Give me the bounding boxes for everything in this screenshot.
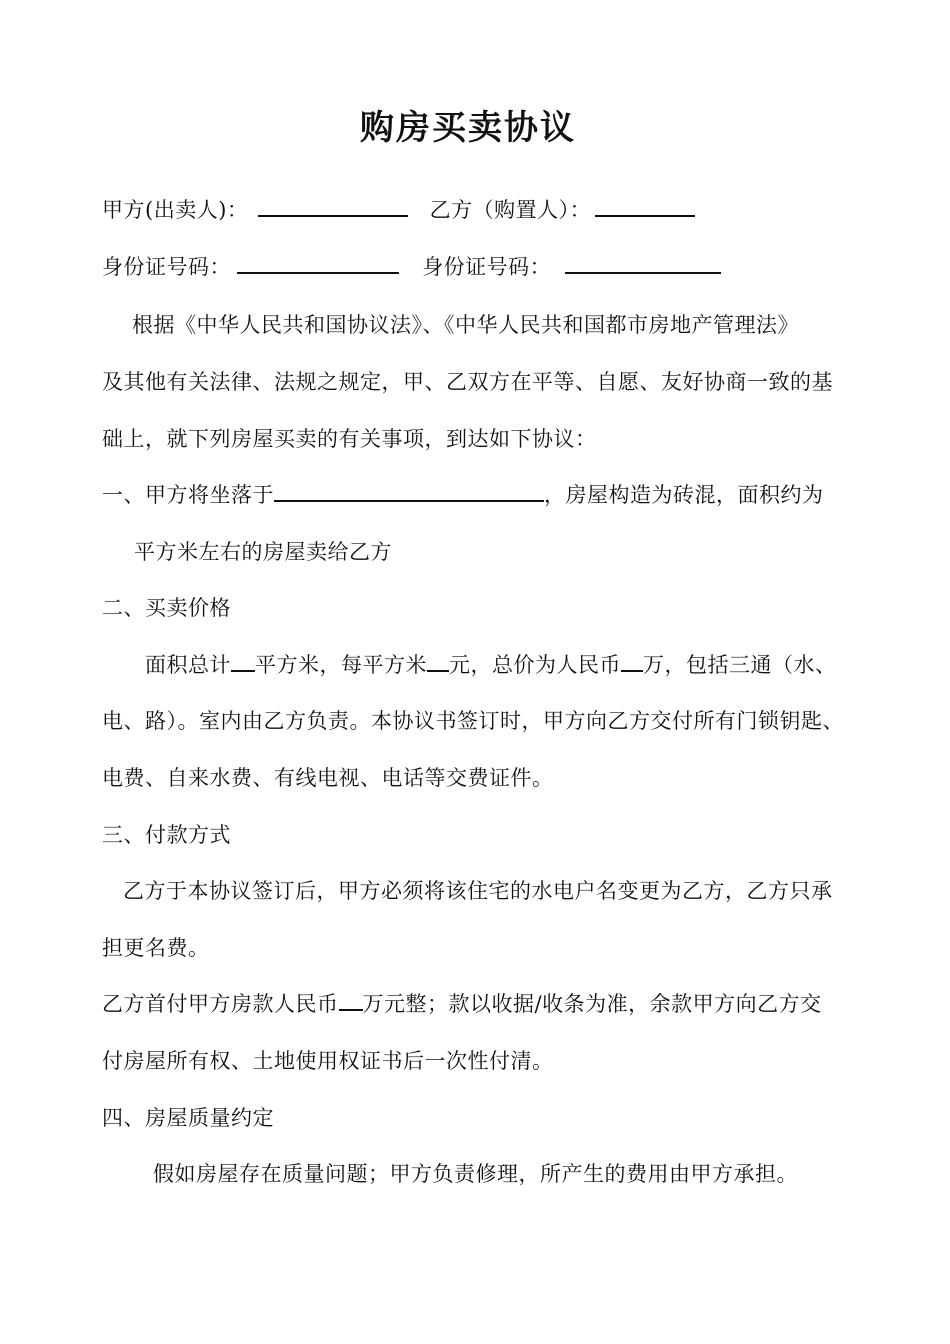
document-title: 购房买卖协议: [360, 108, 576, 148]
paragraph-line: 付房屋所有权、土地使用权证书后一次性付清。: [102, 1049, 554, 1073]
price-line: [145, 650, 837, 680]
payment-text: 乙方首付甲方房款人民币: [102, 992, 339, 1016]
section-heading: 二、买卖价格: [102, 596, 231, 620]
paragraph-line: 担更名费。: [102, 936, 210, 960]
seller-blank: [258, 195, 408, 217]
paragraph-line: 电、路）。室内由乙方负责。本协议书签订时，甲方向乙方交付所有门锁钥匙、: [102, 709, 844, 733]
location-blank: [274, 480, 544, 502]
buyer-label: 乙方（购置人）：: [429, 198, 592, 222]
down-payment-blank: [339, 989, 363, 1011]
party-line: [102, 195, 695, 225]
paragraph-line: 假如房屋存在质量问题；甲方负责修理，所产生的费用由甲方承担。: [153, 1162, 798, 1186]
paragraph-line: 及其他有关法律、法规之规定，甲、乙双方在平等、自愿、友好协商一致的基: [102, 370, 833, 394]
price-text: 平方米，每平方米: [255, 653, 427, 677]
seller-id-blank: [237, 252, 399, 274]
id-line: [102, 252, 721, 282]
section-heading: 四、房屋质量约定: [102, 1106, 274, 1130]
price-text: 面积总计: [145, 653, 231, 677]
buyer-blank: [595, 195, 695, 217]
price-text: 万，包括三通（水、: [643, 653, 837, 677]
unit-price-blank: [427, 650, 449, 672]
paragraph-line: 根据《中华人民共和国协议法》、《中华人民共和国都市房地产管理法》: [132, 313, 799, 337]
clause-1-text: 一、甲方将坐落于: [102, 483, 274, 507]
clause-1-text: ，房屋构造为砖混，面积约为: [544, 483, 824, 507]
section-heading: 三、付款方式: [102, 823, 231, 847]
price-text: 元，总价为人民币: [449, 653, 621, 677]
clause-1-line: [102, 480, 824, 510]
buyer-id-blank: [565, 252, 721, 274]
paragraph-line: 电费、自来水费、有线电视、电话等交费证件。: [102, 766, 554, 790]
payment-line: [102, 989, 822, 1019]
seller-label: 甲方(出卖人)：: [102, 198, 249, 222]
total-price-blank: [621, 650, 643, 672]
paragraph-line: 乙方于本协议签订后，甲方必须将该住宅的水电户名变更为乙方，乙方只承: [123, 879, 833, 903]
buyer-id-label: 身份证号码：: [422, 255, 552, 279]
payment-text: 万元整；款以收据/收条为准，余款甲方向乙方交: [362, 992, 822, 1016]
clause-1-line: 平方米左右的房屋卖给乙方: [134, 540, 392, 564]
area-blank: [231, 650, 255, 672]
paragraph-line: 础上，就下列房屋买卖的有关事项，到达如下协议：: [102, 427, 597, 451]
seller-id-label: 身份证号码：: [102, 255, 231, 279]
